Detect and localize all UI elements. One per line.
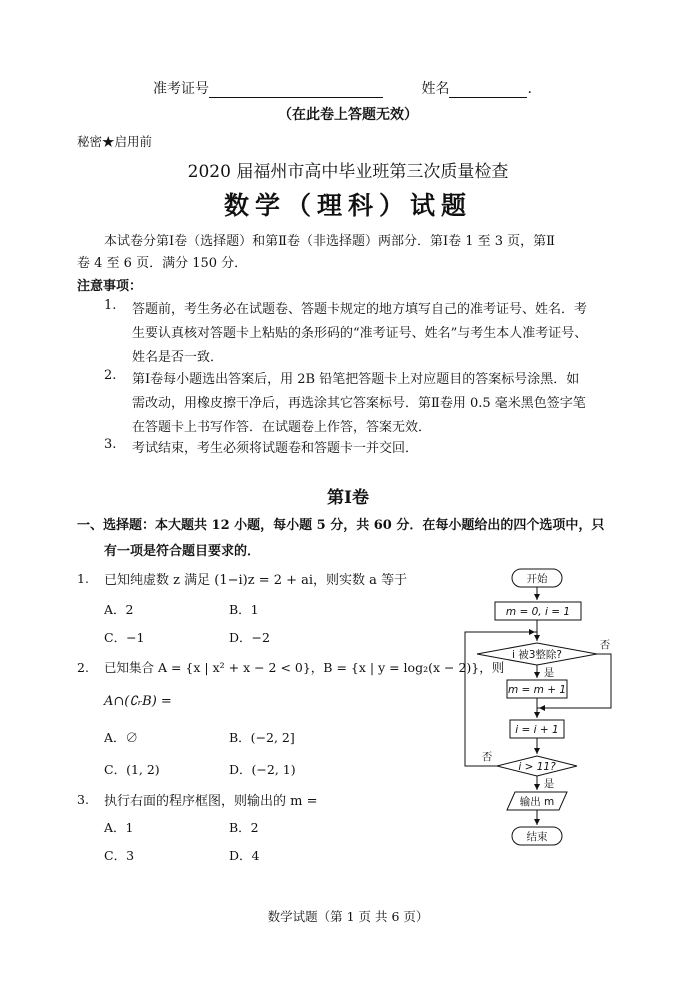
note-line: 答题前，考生务必在试题卷、答题卡规定的地方填写自己的准考证号、姓名．考 — [132, 302, 588, 317]
exam-subtitle: 数学（理科）试题 — [223, 191, 472, 220]
exam-title: 2020 届福州市高中毕业班第三次质量检查 — [187, 162, 509, 182]
flow-start-label: 开始 — [526, 573, 548, 585]
name-blank[interactable] — [449, 83, 527, 98]
intro-line-1: 本试卷分第Ⅰ卷（选择题）和第Ⅱ卷（非选择题）两部分．第Ⅰ卷 1 至 3 页，第Ⅱ — [104, 234, 556, 249]
program-flowchart — [455, 560, 645, 860]
q1-number: 1. — [77, 571, 89, 586]
section-instructions-2: 有一项是符合题目要求的． — [104, 544, 261, 559]
note-line: 姓名是否一致． — [132, 350, 224, 365]
flow-cond1-label: i 被3整除? — [511, 649, 563, 661]
q1-option-a[interactable]: A．2 — [104, 602, 134, 617]
section-title: 第Ⅰ卷 — [327, 488, 369, 508]
q3-option-d[interactable]: D．4 — [229, 848, 260, 863]
flow-no2-label: 否 — [481, 751, 493, 763]
q2-text-2: A∩(∁ᵣB) = — [104, 694, 172, 709]
note-line: 考试结束，考生必须将试题卷和答题卡一并交回． — [132, 441, 419, 456]
secret-label: 秘密★启用前 — [77, 134, 153, 149]
flow-step1-label: m = m + 1 — [507, 684, 567, 696]
exam-id-blank[interactable] — [209, 83, 383, 98]
flow-yes2-label: 是 — [543, 778, 555, 790]
q3-number: 3. — [77, 792, 89, 807]
q2-option-a[interactable]: A．∅ — [104, 730, 139, 745]
flow-yes1-label: 是 — [543, 667, 555, 679]
note-line: 需改动，用橡皮擦干净后，再选涂其它答案标号．第Ⅱ卷用 0.5 毫米黑色签字笔 — [132, 396, 586, 411]
note-num: 1. — [104, 298, 117, 313]
q1-text: 已知纯虚数 z 满足 (1−i)z = 2 + ai，则实数 a 等于 — [104, 573, 408, 588]
q1-option-c[interactable]: C．−1 — [104, 630, 145, 645]
section-instructions-1: 一、选择题：本大题共 12 小题，每小题 5 分，共 60 分．在每小题给出的四个选项中，只 — [77, 518, 605, 533]
note-num: 2. — [104, 368, 117, 383]
q2-text: 已知集合 A = {x | x² + x − 2 < 0}，B = {x | y = log₂(x − 2)}，则 — [104, 660, 505, 675]
note-line: 在答题卡上书写作答．在试题卷上作答，答案无效． — [132, 420, 432, 435]
q2-option-c[interactable]: C．(1, 2) — [104, 762, 160, 777]
flow-cond2-label: i > 11? — [518, 761, 556, 773]
note-line: 生要认真核对答题卡上粘贴的条形码的“准考证号、姓名”与考生本人准考证号、 — [132, 326, 588, 341]
notes-heading: 注意事项： — [77, 279, 143, 294]
flow-end-label: 结束 — [526, 831, 548, 843]
q3-option-a[interactable]: A．1 — [104, 820, 134, 835]
page-footer: 数学试题（第 1 页 共 6 页） — [267, 909, 429, 924]
q1-option-d[interactable]: D．−2 — [229, 630, 270, 645]
exam-id-label: 准考证号 — [153, 81, 209, 97]
name-label: 姓名 — [421, 81, 450, 97]
flow-no1-label: 否 — [599, 639, 611, 651]
q2-option-b[interactable]: B．(−2, 2] — [229, 730, 295, 745]
q3-option-b[interactable]: B．2 — [229, 820, 259, 835]
q1-option-b[interactable]: B．1 — [229, 602, 259, 617]
q3-option-c[interactable]: C．3 — [104, 848, 135, 863]
q2-option-d[interactable]: D．(−2, 1) — [229, 762, 296, 777]
invalid-note: （在此卷上答题无效） — [278, 107, 418, 123]
q2-number: 2. — [77, 660, 89, 675]
flow-init-label: m = 0, i = 1 — [505, 606, 571, 618]
q3-text: 执行右面的程序框图，则输出的 m = — [104, 794, 318, 809]
intro-line-2: 卷 4 至 6 页．满分 150 分． — [77, 256, 248, 271]
note-num: 3. — [104, 437, 117, 452]
exam-id-row: 准考证号 姓名 . — [153, 81, 532, 97]
note-line: 第Ⅰ卷每小题选出答案后，用 2B 铅笔把答题卡上对应题目的答案标号涂黑．如 — [132, 372, 580, 387]
flow-output-label: 输出 m — [519, 796, 555, 808]
flow-step2-label: i = i + 1 — [515, 724, 559, 736]
